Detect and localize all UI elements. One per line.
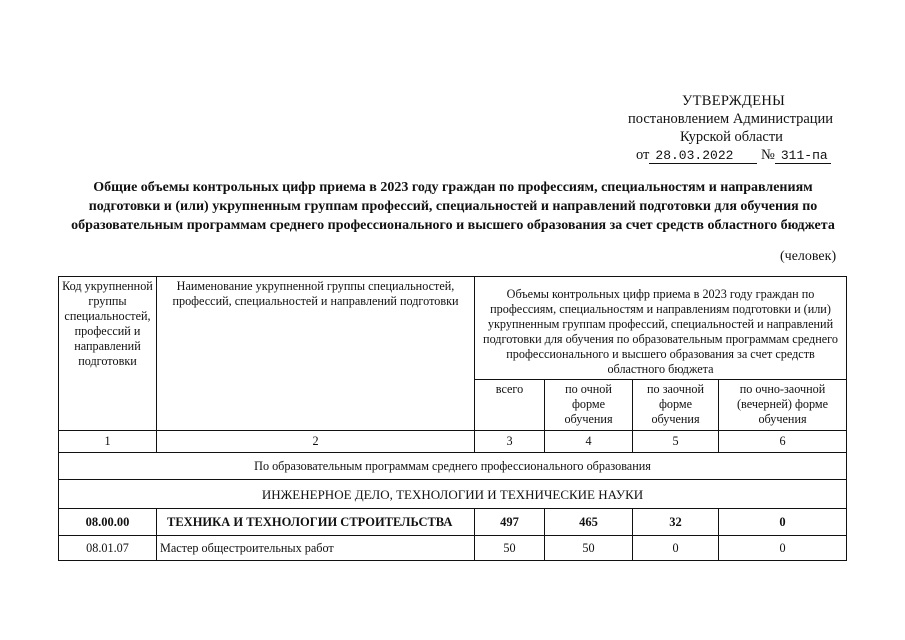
column-number: 6	[719, 431, 847, 453]
column-number: 4	[545, 431, 633, 453]
units-label: (человек)	[780, 249, 837, 264]
approval-date: 28.03.2022	[649, 148, 757, 164]
date-prefix: от	[636, 147, 650, 163]
table-row	[59, 509, 847, 536]
area-row	[59, 480, 847, 509]
header-correspondence: по заочной форме обучения	[633, 380, 719, 431]
area-title: ИНЖЕНЕРНОЕ ДЕЛО, ТЕХНОЛОГИИ И ТЕХНИЧЕСКИЕ НАУКИ	[59, 480, 847, 509]
header-name: Наименование укрупненной группы специальностей, профессий, специальностей и направлений подготовки	[157, 277, 475, 431]
row-code: 08.01.07	[59, 536, 157, 561]
table-header-row	[59, 277, 847, 380]
header-part-time: по очно-заочной (вечерней) форме обучения	[719, 380, 847, 431]
column-number: 1	[59, 431, 157, 453]
row-total: 497	[475, 509, 545, 536]
approval-decree: постановлением Администрации	[628, 111, 834, 127]
row-correspondence: 0	[633, 536, 719, 561]
approval-number: 311-па	[775, 148, 831, 164]
section-title: По образовательным программам среднего профессионального образования	[59, 453, 847, 480]
row-name: ТЕХНИКА И ТЕХНОЛОГИИ СТРОИТЕЛЬСТВА	[157, 509, 475, 536]
header-volumes: Объемы контрольных цифр приема в 2023 году граждан по профессиям, специальностям и направлениям подготовки и (или) укрупненным группам профессий, специальностей и направлений подготовки для обучения по образовательным программам среднего профессионального и высшего образования за счет средств областного бюджета	[475, 277, 847, 380]
header-code: Код укрупненной группы специальностей, профессий и направлений подготовки	[59, 277, 157, 431]
row-name: Мастер общестроительных работ	[157, 536, 475, 561]
row-part-time: 0	[719, 536, 847, 561]
table-row	[59, 536, 847, 561]
header-full-time: по очной форме обучения	[545, 380, 633, 431]
header-total: всего	[475, 380, 545, 431]
row-total: 50	[475, 536, 545, 561]
row-full-time: 50	[545, 536, 633, 561]
row-full-time: 465	[545, 509, 633, 536]
admission-table	[58, 276, 847, 561]
document-title: Общие объемы контрольных цифр приема в 2023 году граждан по профессиям, специальностям и направлениям подготовки и (или) укрупненным группам профессий, специальностей и направлений подготовки для обучения по образовательным программам среднего профессионального и высшего образования за счет средств областного бюджета	[71, 180, 835, 233]
column-number: 3	[475, 431, 545, 453]
approval-block	[612, 92, 847, 164]
row-code: 08.00.00	[59, 509, 157, 536]
row-part-time: 0	[719, 509, 847, 536]
approval-date-number-line	[612, 146, 847, 164]
section-row	[59, 453, 847, 480]
column-number: 5	[633, 431, 719, 453]
column-number-row	[59, 431, 847, 453]
approval-heading: УТВЕРЖДЕНЫ	[682, 93, 786, 109]
row-correspondence: 32	[633, 509, 719, 536]
number-prefix: №	[761, 147, 775, 163]
column-number: 2	[157, 431, 475, 453]
approval-region: Курской области	[680, 129, 783, 145]
